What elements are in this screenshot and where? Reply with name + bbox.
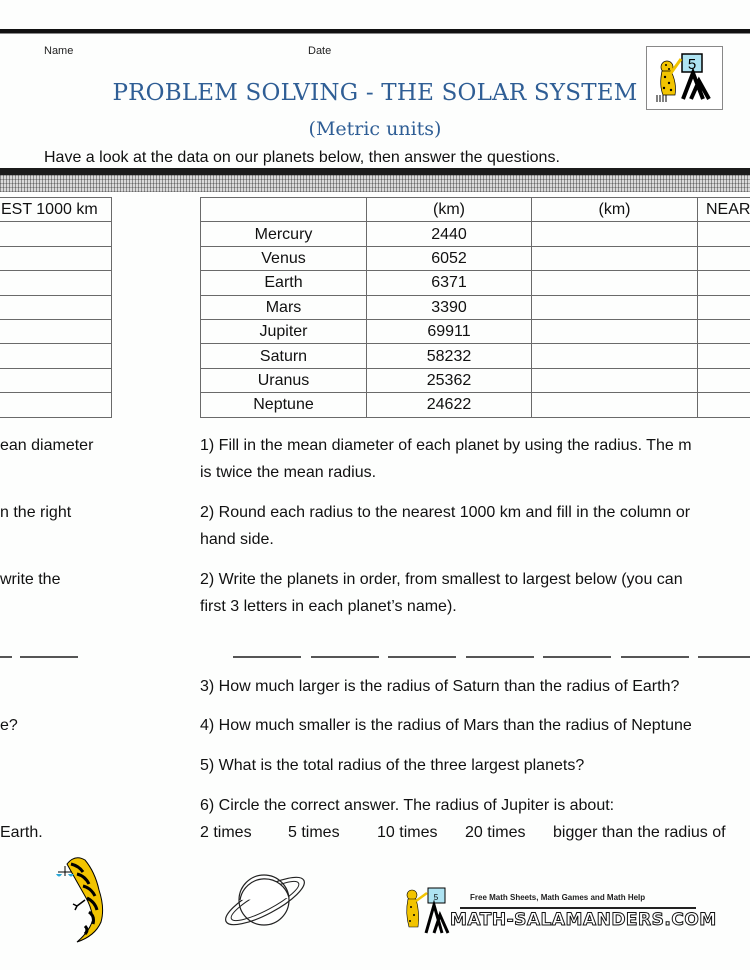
name-label: Name: [44, 45, 74, 57]
footer-rule: [460, 907, 696, 909]
table-header-noise-band: [0, 168, 750, 192]
col-header-diameter: (km): [532, 198, 698, 222]
question-5: 5) What is the total radius of the three largest planets?: [200, 757, 585, 774]
left-table-cell[interactable]: [0, 246, 112, 270]
answer-blank[interactable]: [698, 656, 750, 658]
planet-name: Uranus: [201, 368, 367, 392]
nearest-cell[interactable]: [698, 271, 750, 295]
question-2-line-1: 2) Round each radius to the nearest 1000 km and fill in the column or: [200, 504, 691, 521]
col-header-nearest: NEAR: [698, 198, 750, 222]
table-row: [201, 246, 750, 270]
diameter-cell[interactable]: [532, 271, 698, 295]
planet-radius: 69911: [367, 319, 532, 343]
math-salamanders-footer-logo: [400, 885, 717, 940]
diameter-cell[interactable]: [532, 368, 698, 392]
planet-radius: 2440: [367, 222, 532, 246]
answer-option-2-times[interactable]: 2 times: [200, 824, 252, 841]
left-fragment: e?: [0, 717, 18, 734]
planet-name: Earth: [201, 271, 367, 295]
page-title: PROBLEM SOLVING - THE SOLAR SYSTEM: [112, 80, 638, 106]
question-3: 3) How much larger is the radius of Saturn than the radius of Earth?: [200, 678, 680, 695]
top-border-rule: [0, 29, 750, 34]
answer-blank[interactable]: [311, 656, 379, 658]
planet-name: Neptune: [201, 393, 367, 417]
left-table-cell[interactable]: [0, 271, 112, 295]
answer-option-20-times[interactable]: 20 times: [465, 824, 526, 841]
left-fragment: ean diameter: [0, 437, 94, 454]
table-row: [201, 344, 750, 368]
table-row: [201, 295, 750, 319]
planet-radius: 6371: [367, 271, 532, 295]
answer-blank[interactable]: [621, 656, 689, 658]
planet-name: Jupiter: [201, 319, 367, 343]
question-2b-line-2: first 3 letters in each planet’s name).: [200, 598, 457, 615]
diameter-cell[interactable]: [532, 344, 698, 368]
nearest-cell[interactable]: [698, 246, 750, 270]
nearest-cell[interactable]: [698, 319, 750, 343]
answer-blank[interactable]: [20, 656, 78, 658]
left-table-cell[interactable]: [0, 319, 112, 343]
salamander-scales-icon: [55, 852, 125, 944]
planet-radius: 24622: [367, 393, 532, 417]
left-fragment: Earth.: [0, 824, 43, 841]
question-4: 4) How much smaller is the radius of Mars than the radius of Neptune: [200, 717, 692, 734]
col-header-planet: [201, 198, 367, 222]
question-1-line-1: 1) Fill in the mean diameter of each planet by using the radius. The m: [200, 437, 692, 454]
table-row: [201, 393, 750, 417]
left-fragment: write the: [0, 571, 61, 588]
planet-data-table: [200, 197, 750, 418]
planet-name: Saturn: [201, 344, 367, 368]
diameter-cell[interactable]: [532, 393, 698, 417]
nearest-cell[interactable]: [698, 393, 750, 417]
diameter-cell[interactable]: [532, 222, 698, 246]
left-table-cell[interactable]: [0, 344, 112, 368]
salamander-teacher-icon: [400, 885, 450, 937]
planet-name: Mercury: [201, 222, 367, 246]
footer-tagline: Free Math Sheets, Math Games and Math Help: [470, 893, 646, 902]
planet-radius: 3390: [367, 295, 532, 319]
answer-blank[interactable]: [388, 656, 456, 658]
left-table-cell[interactable]: [0, 295, 112, 319]
date-field[interactable]: [340, 58, 540, 59]
question-6-suffix: bigger than the radius of: [553, 824, 726, 841]
nearest-cell[interactable]: [698, 222, 750, 246]
planet-name: Venus: [201, 246, 367, 270]
question-6: 6) Circle the correct answer. The radius of Jupiter is about:: [200, 797, 615, 814]
table-header-row: [201, 198, 750, 222]
answer-blank[interactable]: [233, 656, 301, 658]
answer-blank[interactable]: [0, 656, 12, 658]
left-rounding-table: [0, 197, 112, 418]
grade-badge-text: 5: [687, 56, 697, 73]
planet-radius: 25362: [367, 368, 532, 392]
left-table-cell[interactable]: [0, 368, 112, 392]
left-fragment: n the right: [0, 504, 72, 521]
planet-radius: 6052: [367, 246, 532, 270]
date-label: Date: [308, 45, 332, 57]
question-2b-line-1: 2) Write the planets in order, from smallest to largest below (you can: [200, 571, 683, 588]
question-1-line-2: is twice the mean radius.: [200, 464, 377, 481]
planet-radius: 58232: [367, 344, 532, 368]
footer-badge-text: 5: [433, 893, 439, 902]
footer-brand[interactable]: MATH-SALAMANDERS.COM: [450, 910, 717, 930]
left-table-header: EST 1000 km: [0, 198, 112, 222]
nearest-cell[interactable]: [698, 295, 750, 319]
page-subtitle: (Metric units): [308, 118, 442, 140]
left-table-cell[interactable]: [0, 393, 112, 417]
intro-text: Have a look at the data on our planets below, then answer the questions.: [44, 149, 560, 166]
saturn-planet-icon: [220, 870, 312, 932]
diameter-cell[interactable]: [532, 319, 698, 343]
name-field[interactable]: [80, 58, 280, 59]
left-table-cell[interactable]: [0, 222, 112, 246]
table-row: [201, 222, 750, 246]
table-row: [201, 271, 750, 295]
planet-name: Mars: [201, 295, 367, 319]
answer-option-5-times[interactable]: 5 times: [288, 824, 340, 841]
nearest-cell[interactable]: [698, 368, 750, 392]
question-2-line-2: hand side.: [200, 531, 274, 548]
table-row: [201, 368, 750, 392]
nearest-cell[interactable]: [698, 344, 750, 368]
answer-blank[interactable]: [543, 656, 611, 658]
answer-blank[interactable]: [466, 656, 534, 658]
answer-option-10-times[interactable]: 10 times: [377, 824, 438, 841]
diameter-cell[interactable]: [532, 295, 698, 319]
diameter-cell[interactable]: [532, 246, 698, 270]
col-header-radius: (km): [367, 198, 532, 222]
table-row: [201, 319, 750, 343]
